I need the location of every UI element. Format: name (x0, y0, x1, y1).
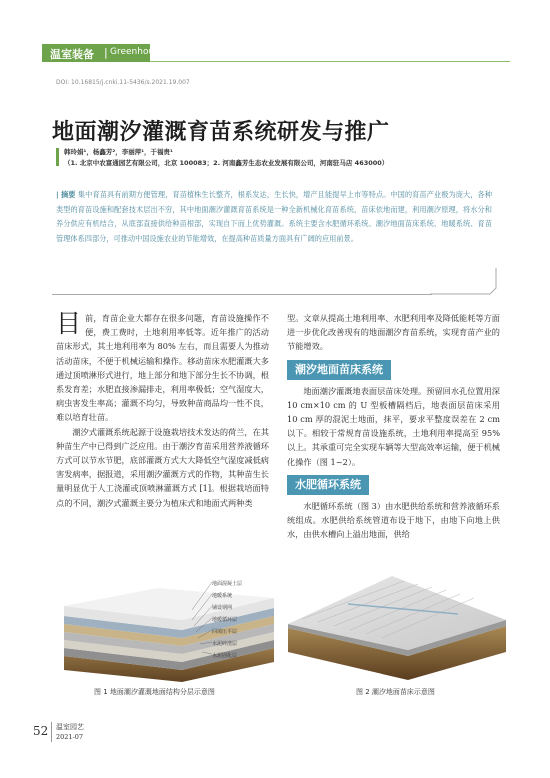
header-rule (150, 61, 510, 62)
article-title: 地面潮汐灌溉育苗系统研发与推广 (52, 120, 390, 145)
issue-date: 2021-07 (56, 733, 84, 741)
figure-2-caption: 图 2 潮汐地面苗床示意图 (356, 688, 435, 696)
abstract-label-mark: | (56, 190, 59, 199)
paragraph: 型。文章从提高土地利用率、水肥利用率及降低能耗等方面进一步优化改善现有的地面潮汐育苗系统，实现育苗产业的节能增效。 (287, 313, 500, 352)
section-title-en: Greenhouse & Equipment (110, 47, 226, 57)
abstract-corner-deco (430, 268, 500, 302)
body-column-2 (287, 311, 500, 541)
layer-label: 地面混凝土层 (212, 581, 243, 587)
layer-label: 水泥固化层 (212, 653, 238, 659)
figure-1-labels (212, 578, 242, 662)
paragraph: 潮汐式灌溉系统起源于设施栽培技术发达的荷兰，在其种苗生产中已得到广泛应用。由于潮汐育苗采用营养液循环方式可以节水节肥，底部灌溉方式大大降低空气湿度减低病害发病率，据报道，采用潮汐灌溉方式的作物，其种苗生长量明显优于人工浇灌或顶喷淋灌溉方式 [1]。根据栽培面特点的不同，潮汐式灌溉主要分为植床式和地面式两种类 (56, 426, 269, 508)
paragraph: 水肥循环系统（图 3）由水肥供给系统和营养液循环系统组成。水肥供给系统管道布设于地下，由地下向地上供水，由供水槽向上溢出地面，供给 (287, 500, 500, 540)
section-heading-water-fertilizer: 水肥循环系统 (287, 475, 369, 495)
doi: DOI: 10.16815/j.cnki.11-5436/s.2021.19.007 (56, 79, 190, 86)
paragraph: 地面潮汐灌溉地表面层苗床处理。预留回水孔位置用深 10 cm×10 cm 的 U 型板槽隔档后，地表面层苗床采用 10 cm 厚的混泥土地面，抹平，要求平整度误差在 2 cm 以下。相较于常规育苗设施系统，土地利用率提高至 95% 以上。其承重可完全实现车辆等大型高效率运输，便于机械化操作（图 1~2）。 (287, 385, 500, 467)
dropcap: 目 (56, 309, 82, 338)
section-separator: | (104, 46, 108, 59)
body-column-1 (56, 311, 269, 510)
layer-label: 地暖循环层 (212, 617, 238, 623)
paragraph (56, 311, 269, 425)
layer-label: 水泥碎渣层 (212, 641, 238, 647)
figure-1-caption: 图 1 地面潮汐灌溉地面结构分层示意图 (94, 688, 215, 696)
page-number: 52 (33, 724, 49, 738)
abstract-rule (52, 294, 432, 295)
figure-2-bed-illustration (288, 556, 506, 680)
figure-1-layer-diagram (62, 552, 274, 682)
abstract-label: 摘要 (61, 190, 76, 199)
abstract (56, 188, 492, 246)
paragraph-text: 前，育苗企业大都存在很多问题，育苗设施操作不便，费工费时，土地利用率低等。近年推广的活动苗床形式，其土地利用率为 80% 左右，而且需要人为推动活动苗床，不便于机械运输和操作。移动苗床水肥灌溉大多通过顶喷淋形式进行，地上部分和地下部分生长不协调，根系发育差；水肥直接渗漏排走，利用率极低；空气湿度大，病虫害发生率高；灌溉不均匀，导致种苗商品均一性不良，难以培育壮苗。 (56, 313, 269, 423)
layer-label: 回填压平层 (212, 629, 238, 635)
section-title-cn: 温室装备 (50, 48, 94, 61)
layer-label: 地暖系统 (212, 593, 233, 599)
footer-divider (51, 722, 52, 742)
layer-label: 铺设钢网 (212, 605, 233, 611)
affiliation: （1. 北京中农富通园艺有限公司，北京 100083；2. 河南鑫芳生态农业发展有限公司，河南驻马店 463000） (64, 159, 389, 167)
authors: 韩玲娟¹，杨鑫芳²，李丽萍¹，于福贵¹ (64, 148, 173, 156)
author-accent-bar (56, 148, 59, 166)
abstract-text: 集中育苗具有前期方便管理，育苗植株生长整齐，根系发达，生长快，增产且能提早上市等特点。中国的育苗产业极为庞大，各种类型的育苗设施和配套技术层出不穷，其中地面潮汐灌溉育苗系统是一种全新机械化育苗系统，苗床依地而建，利用潮汐原理，将水分和养分供应有机结合，从底部直接供给种苗根部，实现自下而上优势灌溉。系统主要含水肥循环系统、潮汐地面苗床系统、地暖系统、育苗管理体系四部分，可推动中国设施农业的节能增效，在提高种苗质量方面具有广阔的应用前景。 (56, 190, 492, 243)
section-heading-tidal-bed: 潮汐地面苗床系统 (287, 360, 391, 380)
journal-name: 温室园艺 (56, 723, 84, 731)
